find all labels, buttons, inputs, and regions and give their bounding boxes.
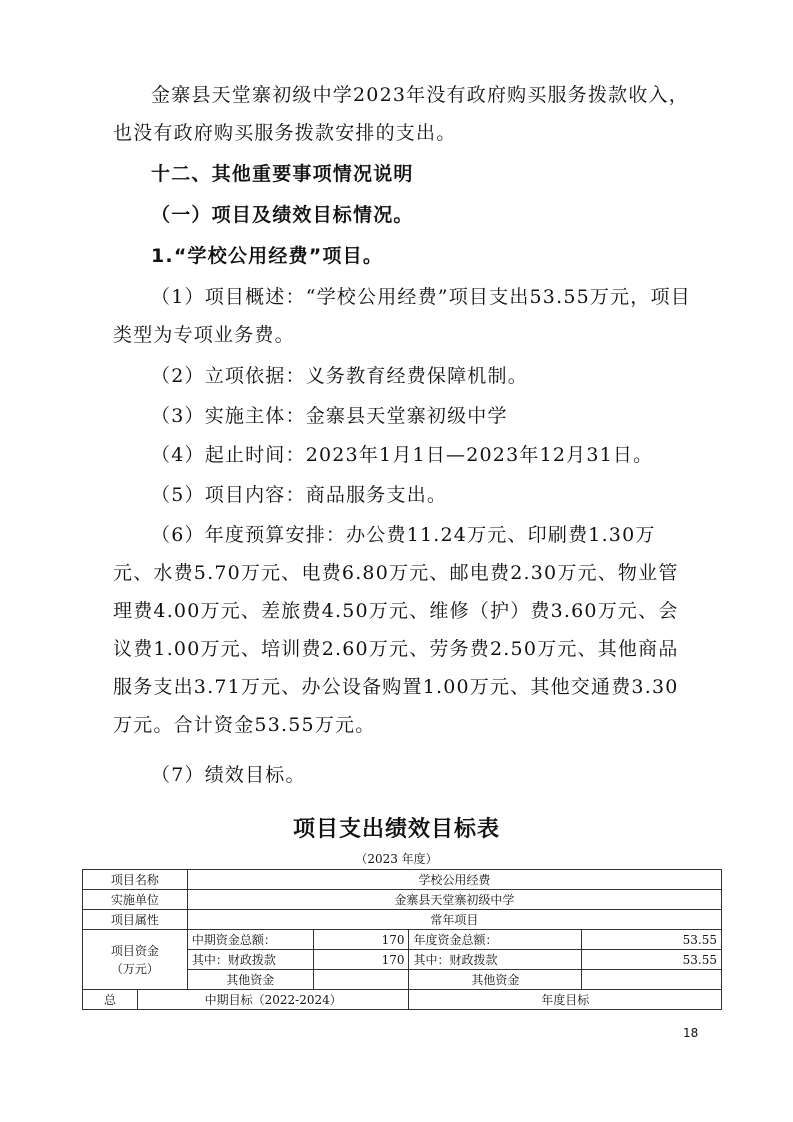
section-heading: 十二、其他重要事项情况说明 — [151, 163, 414, 185]
unit-label: 实施单位 — [83, 890, 188, 910]
mid-fiscal-value: 170 — [313, 950, 409, 970]
year-fiscal-label: 其中：财政拨款 — [409, 950, 582, 970]
year-other-value — [582, 970, 722, 990]
funds-unit: （万元） — [110, 961, 159, 976]
table-subtitle: （2023 年度） — [355, 852, 438, 866]
item-overview: （1）项目概述：“学校公用经费”项目支出53.55万元，项目类型为专项业务费。 — [113, 286, 691, 346]
table-row — [83, 870, 722, 890]
mid-other-label: 其他资金 — [187, 970, 313, 990]
table-row — [83, 990, 722, 1010]
project-name-value: 学校公用经费 — [187, 870, 721, 890]
performance-target-table — [82, 869, 722, 1010]
year-other-label: 其他资金 — [409, 970, 582, 990]
table-title: 项目支出绩效目标表 — [292, 817, 500, 842]
mid-fiscal-label: 其中：财政拨款 — [187, 950, 313, 970]
mid-total-value: 170 — [313, 930, 409, 950]
mid-target-label: 中期目标（2022-2024） — [137, 990, 409, 1010]
item-implementer: （3）实施主体：金寨县天堂寨初级中学 — [151, 405, 508, 427]
page-number: 18 — [683, 1026, 699, 1040]
year-target-label: 年度目标 — [409, 990, 722, 1010]
funds-label-cell — [83, 930, 188, 990]
project-heading: 1.“学校公用经费”项目。 — [151, 245, 384, 267]
attribute-value: 常年项目 — [187, 910, 721, 930]
year-total-value: 53.55 — [582, 930, 722, 950]
table-row — [83, 910, 722, 930]
year-fiscal-value: 53.55 — [582, 950, 722, 970]
item-content: （5）项目内容：商品服务支出。 — [151, 484, 448, 506]
intro-paragraph: 金寨县天堂寨初级中学2023年没有政府购买服务拨款收入，也没有政府购买服务拨款安排的支出。 — [113, 84, 689, 144]
subsection-heading: （一）项目及绩效目标情况。 — [151, 204, 414, 226]
year-total-label: 年度资金总额： — [409, 930, 582, 950]
mid-total-label: 中期资金总额： — [187, 930, 313, 950]
item-period: （4）起止时间：2023年1月1日—2023年12月31日。 — [151, 444, 654, 466]
item-goal: （7）绩效目标。 — [151, 764, 306, 786]
funds-label: 项目资金 — [110, 943, 159, 958]
table-row — [83, 890, 722, 910]
table-row — [83, 930, 722, 950]
unit-value: 金寨县天堂寨初级中学 — [187, 890, 721, 910]
attribute-label: 项目属性 — [83, 910, 188, 930]
mid-other-value — [313, 970, 409, 990]
project-name-label: 项目名称 — [83, 870, 188, 890]
total-label: 总 — [83, 990, 138, 1010]
item-basis: （2）立项依据：义务教育经费保障机制。 — [151, 365, 528, 387]
item-budget: （6）年度预算安排：办公费11.24万元、印刷费1.30万元、水费5.70万元、电费6.80万元、邮电费2.30万元、物业管理费4.00万元、差旅费4.50万元、维修（护）费3.60万元、会议费1.00万元、培训费2.60万元、劳务费2.50万元、其他商品服务支出3.71万元、办公设备购置1.00万元、其他交通费3.30万元。合计资金53.55万元。 — [113, 524, 679, 736]
